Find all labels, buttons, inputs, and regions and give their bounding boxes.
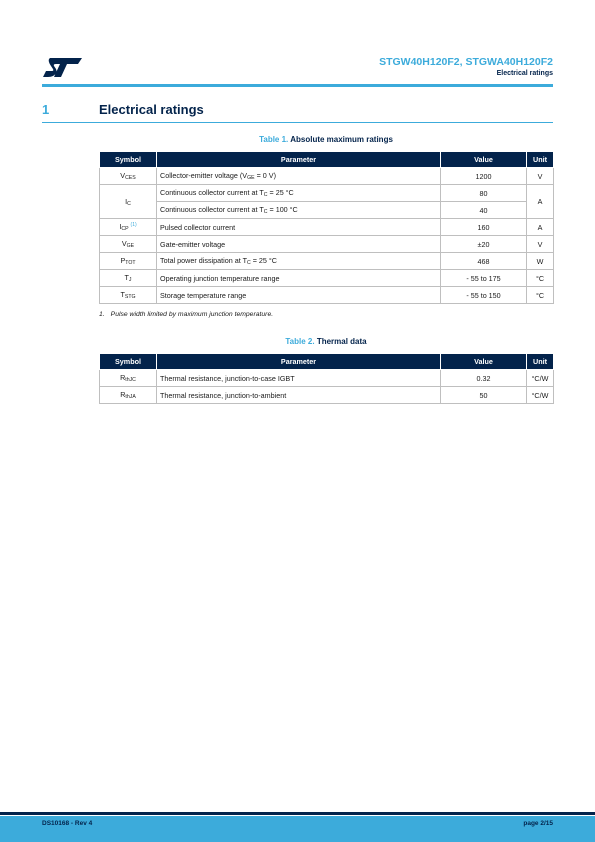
parameter-cell: Storage temperature range [157,287,441,304]
section-title: Electrical ratings [99,102,204,117]
table-row [100,168,554,185]
table1-footnote [99,311,273,318]
value-cell: 468 [441,253,527,270]
value-cell: 40 [441,202,527,219]
section-number: 1 [42,102,50,117]
table-row [100,270,554,287]
footer-page-number: page 2/15 [523,820,553,827]
value-cell: 0.32 [441,370,527,387]
parameter-cell: Pulsed collector current [157,219,441,236]
parameter-cell: Thermal resistance, junction-to-ambient [157,387,441,404]
table2-label: Table 2. [285,337,315,346]
unit-cell: V [527,236,554,253]
symbol-cell: VCES [100,168,157,185]
header-rule [42,84,553,87]
unit-cell: °C [527,287,554,304]
header-parameter: Parameter [157,354,441,370]
parameter-cell: Continuous collector current at TC = 25 °C [157,185,441,202]
table-row [100,370,554,387]
symbol-cell: VGE [100,236,157,253]
table-row [100,253,554,270]
footnote-text: Pulse width limited by maximum junction temperature. [110,311,274,318]
value-cell: - 55 to 150 [441,287,527,304]
footnote-number: 1. [99,311,105,318]
table-row [100,236,554,253]
section-rule [42,122,553,123]
header-section-name: Electrical ratings [496,70,553,77]
symbol-cell: ICP $^{(1)}$ [100,219,157,236]
unit-cell: A [527,185,554,219]
unit-cell: °C [527,270,554,287]
header-document-title: STGW40H120F2, STGWA40H120F2 [379,56,553,68]
table-row [100,219,554,236]
table2-title: Thermal data [316,337,367,346]
symbol-cell: IC [100,185,157,219]
unit-cell: A [527,219,554,236]
unit-cell: °C/W [527,387,554,404]
table1-label: Table 1. [259,135,289,144]
st-logo [42,56,84,78]
unit-cell: W [527,253,554,270]
table2-caption [99,337,553,346]
header-unit: Unit [527,152,554,168]
symbol-cell: PTOT [100,253,157,270]
header-symbol: Symbol [100,152,157,168]
table-row [100,202,554,219]
table-row [100,287,554,304]
footnote-ref[interactable]: (1) [130,222,137,228]
header-value: Value [441,354,527,370]
parameter-cell: Thermal resistance, junction-to-case IGBT [157,370,441,387]
value-cell: 80 [441,185,527,202]
header-value: Value [441,152,527,168]
value-cell: ±20 [441,236,527,253]
value-cell: - 55 to 175 [441,270,527,287]
thermal-data-table [99,353,554,404]
symbol-cell: RthJA [100,387,157,404]
absolute-max-ratings-table [99,151,554,304]
header-unit: Unit [527,354,554,370]
table-header-row [100,152,554,168]
table1-title: Absolute maximum ratings [290,135,393,144]
parameter-cell: Collector-emitter voltage (VGE = 0 V) [157,168,441,185]
parameter-cell: Total power dissipation at TC = 25 °C [157,253,441,270]
symbol-cell: TJ [100,270,157,287]
header-parameter: Parameter [157,152,441,168]
footer-rule [0,812,595,815]
parameter-cell: Gate-emitter voltage [157,236,441,253]
table1-caption [99,135,553,144]
unit-cell: V [527,168,554,185]
table-header-row [100,354,554,370]
parameter-cell: Continuous collector current at TC = 100 °C [157,202,441,219]
unit-cell: °C/W [527,370,554,387]
table-row [100,387,554,404]
table-row [100,185,554,202]
value-cell: 50 [441,387,527,404]
parameter-cell: Operating junction temperature range [157,270,441,287]
symbol-cell: TSTG [100,287,157,304]
header-symbol: Symbol [100,354,157,370]
value-cell: 1200 [441,168,527,185]
value-cell: 160 [441,219,527,236]
symbol-cell: RthJC [100,370,157,387]
footer-doc-id: DS10168 - Rev 4 [42,820,93,827]
